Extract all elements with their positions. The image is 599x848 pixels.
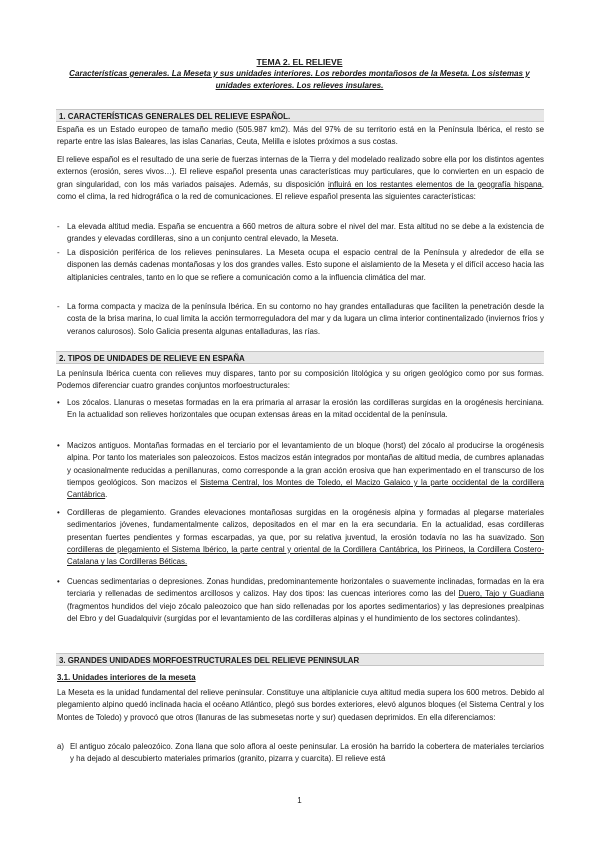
list-item-peripheral: La disposición periférica de los relieves peninsulares. La Meseta ocupa el espacio central de la Península y alrededor de ella se disponen las demás cadenas montañosas y los dos grandes valles. Esto supone el aislamiento de la Meseta y el difícil acceso hacia las altiplanicies centrales, tanto en lo que se refiere a comunicación como a la influencia climática del mar. [67,248,544,282]
paragraph-meseta: La Meseta es la unidad fundamental del relieve peninsular. Constituye una altiplanicie cuya altitud media supera los 600 metros. Debido al plegamiento alpino quedó inclinada hacia el océano Atlántico, plegó sus bordes exteriores, elevó algunos bloques (el Sistema Central y los Montes de Toledo) y provocó que otros (llanuras de las submesetas norte y sur) quedasen deprimidos. En ella diferenciamos: [57,688,544,722]
section-heading-1: 1. CARACTERÍSTICAS GENERALES DEL RELIEVE ESPAÑOL. [56,109,544,122]
bullet-cordilleras-plegamiento [67,507,544,568]
bullet-marker: • [57,398,60,407]
list-marker: - [57,248,60,257]
text-span: , como el clima, la red hidrográfica o la red de comunicaciones. El relieve español presenta las siguientes características: [57,179,544,201]
section-heading-2: 2. TIPOS DE UNIDADES DE RELIEVE EN ESPAÑA [56,351,544,364]
paragraph-relief-origin [57,154,544,203]
text-span: . [105,490,108,500]
underlined-text: Son cordilleras de plegamiento el Sistema Ibérico, la parte central y oriental de la Cordillera Cantábrica, los Pirineos, la Cordillera Costero-Catalana y las Cordilleras Béticas. [67,532,544,567]
underlined-text: Duero, Tajo y Guadiana [458,589,544,599]
list-marker: - [57,222,60,231]
page-number: 1 [297,796,302,805]
section-heading-3: 3. GRANDES UNIDADES MORFOESTRUCTURALES DEL RELIEVE PENINSULAR [56,653,544,666]
bullet-marker: • [57,441,60,450]
underlined-text: Sistema Central, los Montes de Toledo, el Macizo Galaico y la parte occidental de la cordillera Cantábrica [67,477,544,500]
text-span: El relieve español es el resultado de una serie de fuerzas internas de la Tierra y del modelado realizado sobre ella por los distintos agentes externos (erosión, seres vivos…). El relieve español presenta unas características muy particulares, que lo convierten en un espacio de gran singularidad, con los más variados paisajes. Además, su disposición [57,155,544,189]
subsection-heading-3-1: 3.1. Unidades interiores de la meseta [57,673,196,682]
underlined-text: influirá en los restantes elementos de la geografía hispana [327,179,542,189]
bullet-cuencas-sedimentarias [67,576,544,625]
paragraph-relief-types-intro: La península Ibérica cuenta con relieves muy dispares, tanto por su composición litológica y su origen geológico como por sus formas. Podemos diferenciar cuatro grandes conjuntos morfoestructurales: [57,369,544,391]
bullet-marker: • [57,508,60,517]
list-item-altitude: La elevada altitud media. España se encuentra a 660 metros de altura sobre el nivel del mar. Esta altitud no se debe a la existencia de grandes y elevadas cordilleras, sino a un conjunto central elevado, la Meseta. [67,222,544,244]
list-letter-marker: a) [57,742,65,751]
paragraph-spain-size: España es un Estado europeo de tamaño medio (505.987 km2). Más del 97% de su territorio está en la Península Ibérica, el resto se reparte entre las islas Baleares, las islas Canarias, Ceuta, Melilla e islotes próximos a sus costas. [57,125,544,147]
text-span: Cuencas sedimentarias o depresiones. Zonas hundidas, predominantemente horizontales o suavemente inclinadas, formadas en la era terciaria y rellenadas de sedimentos arcillosos y calizos. Hay dos tipos: las cuencas interiores como las del [67,577,544,599]
bullet-zocalos: Los zócalos. Llanuras o mesetas formadas en la era primaria al arrasar la erosión las cordilleras surgidas en la orogénesis herciniana. En la actualidad son relieves horizontales que ocupan extensas áreas en la mitad occidental de la península. [67,398,544,420]
text-span: Macizos antiguos. Montañas formadas en el terciario por el levantamiento de un bloque (horst) del zócalo al producirse la orogénesis alpina. Por tanto los materiales son paleozoicos. Estos macizos están integrados por montañas de altitud media, de cumbres aplanadas y ocasionalmente reducidas a penillanuras, como corresponde a la gran acción erosiva que han experimentado en el transcurso de los tiempos geológicos. Son macizos el [67,441,544,487]
list-item-compact-form: La forma compacta y maciza de la península Ibérica. En su contorno no hay grandes entalladuras que faciliten la penetración desde la costa de la brisa marina, lo cual limita la acción termorreguladora del mar y da lugara un clima interior continentalizado (inviernos fríos y veranos calurosos). Solo Galicia presenta algunas entalladuras, las rías. [67,302,544,336]
bullet-marker: • [57,577,60,586]
text-span: Cordilleras de plegamiento. Grandes elevaciones montañosas surgidas en la orogénesis alpina y formadas al plegarse materiales sedimentarios jóvenes, fundamentalmente calizos, depositados en el mar en la era secundaria. En la actualidad, esas cordilleras presentan fuertes pendientes y formas escarpadas, ya que, por su relativa juventud, la erosión todavía no las ha suavizado. [67,508,544,542]
text-span: (fragmentos hundidos del viejo zócalo paleozoico que han sido rellenadas por los aportes sedimentarios) y las depresiones prealpinas del Ebro y del Guadalquivir (surgidas por el levantamiento de las cordilleras alpinas y el hundimiento de los sectores colindantes). [67,601,544,623]
bullet-macizos-antiguos [67,440,544,501]
list-marker: - [57,302,60,311]
document-subtitle: Características generales. La Meseta y sus unidades interiores. Los rebordes montañosos de la Meseta. Los sistemas y unidades exteriores. Los relieves insulares. [69,69,530,90]
list-item-zocalo-paleozoico: El antiguo zócalo paleozóico. Zona llana que solo aflora al oeste peninsular. La erosión ha barrido la cobertera de materiales terciarios y ha dejado al descubierto materiales primarios (granito, pizarra y cuarcita). El relieve está [70,742,544,764]
document-title: TEMA 2. EL RELIEVE [256,57,343,67]
